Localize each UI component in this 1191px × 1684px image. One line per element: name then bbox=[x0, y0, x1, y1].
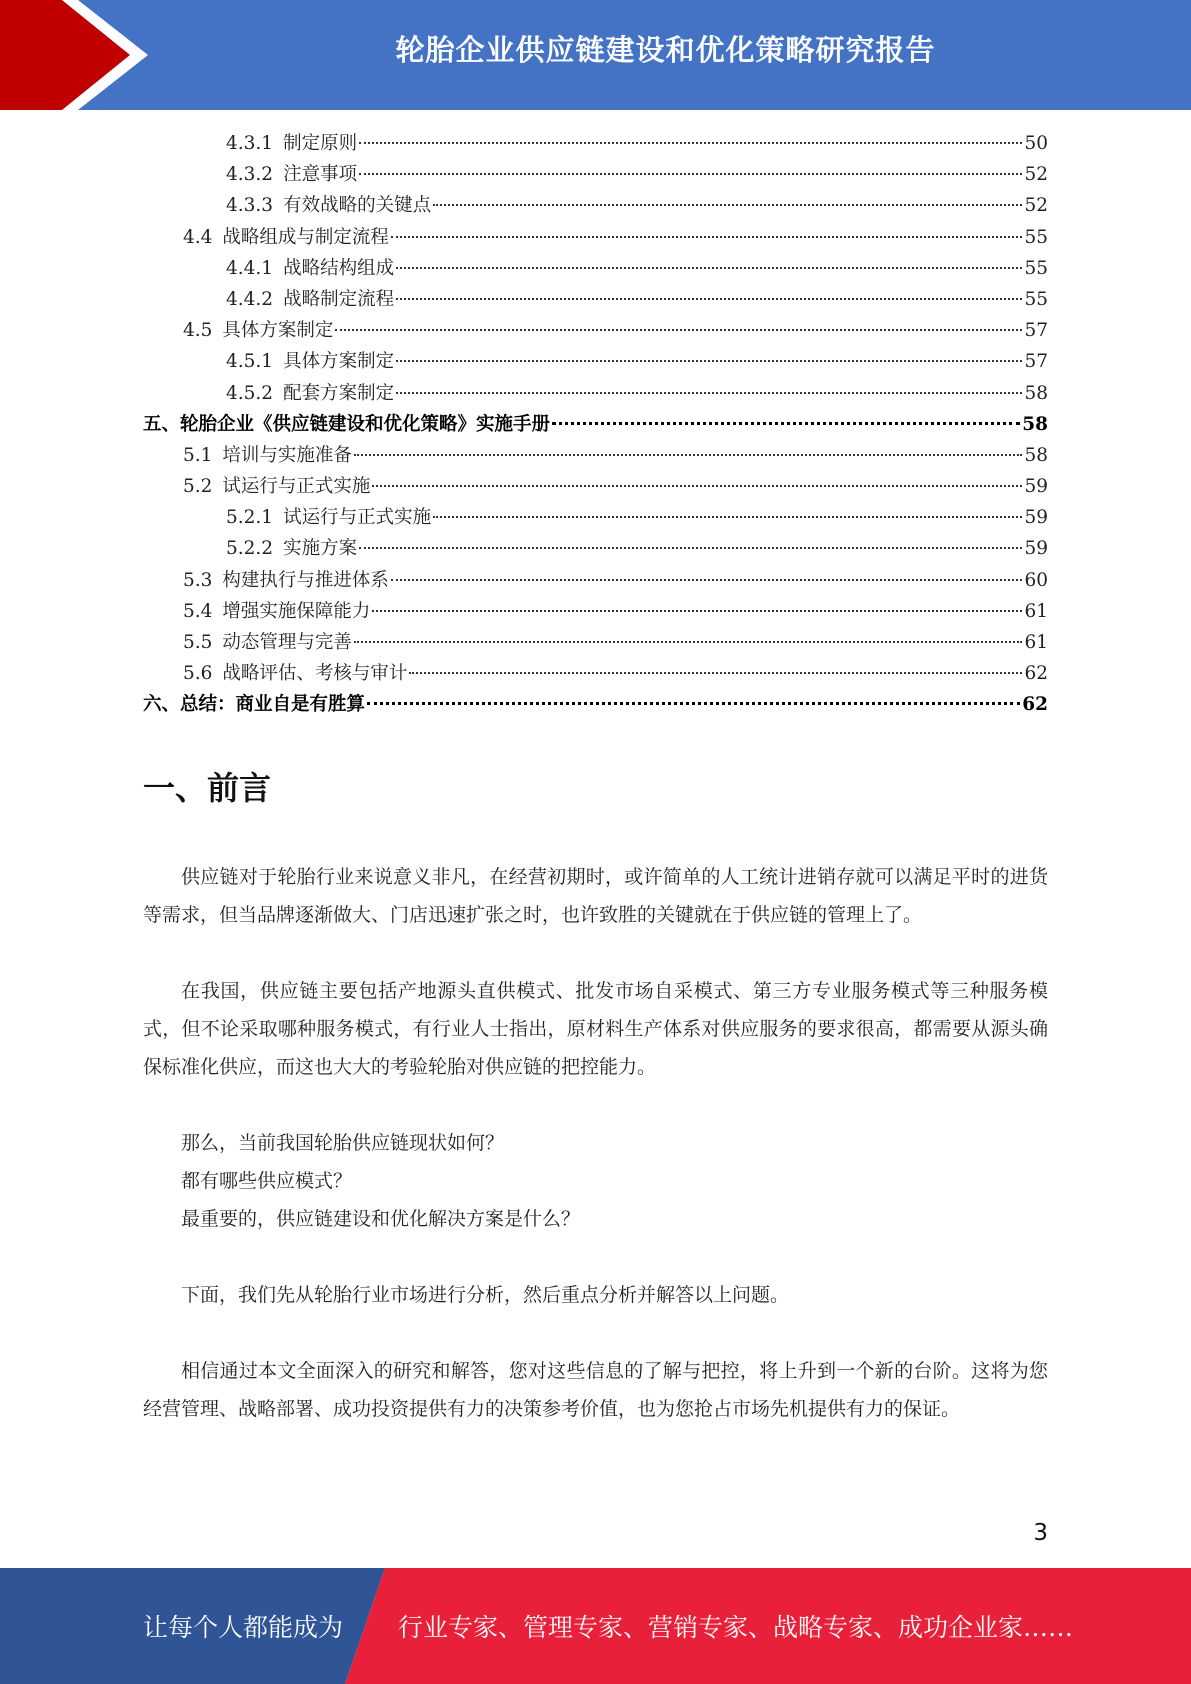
toc-leader-dots bbox=[552, 422, 1020, 425]
toc-leader-dots bbox=[396, 360, 1022, 362]
toc-entry-number: 5.4 bbox=[183, 600, 213, 622]
toc-leader-dots bbox=[372, 610, 1022, 612]
toc-entry-number: 4.3.1 bbox=[226, 133, 274, 154]
toc-entry-page: 61 bbox=[1024, 632, 1048, 653]
toc-entry[interactable] bbox=[143, 222, 1048, 253]
toc-leader-dots bbox=[354, 641, 1023, 643]
toc-entry-title: 试运行与正式实施 bbox=[283, 507, 432, 529]
toc-entry[interactable] bbox=[143, 502, 1048, 533]
paragraph: 相信通过本文全面深入的研究和解答，您对这些信息的了解与把控，将上升到一个新的台阶。这将为您经营管理、战略部署、成功投资提供有力的决策参考价值，也为您抢占市场先机提供有力的保证。 bbox=[143, 1360, 1048, 1420]
toc-entry-title: 培训与实施准备 bbox=[222, 444, 352, 466]
toc-entry-title: 五、轮胎企业《供应链建设和优化策略》实施手册 bbox=[143, 413, 551, 435]
toc-entry[interactable] bbox=[143, 471, 1048, 502]
section-heading: 一、前言 bbox=[143, 769, 272, 807]
toc-entry[interactable] bbox=[143, 128, 1048, 159]
toc-entry[interactable] bbox=[143, 190, 1048, 221]
toc-entry-title: 具体方案制定 bbox=[283, 351, 395, 373]
toc-entry-number: 5.1 bbox=[183, 444, 213, 466]
toc-leader-dots bbox=[354, 454, 1023, 456]
toc-entry-title: 战略组成与制定流程 bbox=[222, 226, 389, 248]
toc-entry-title: 试运行与正式实施 bbox=[222, 476, 371, 498]
footer-slogan-left: 让每个人都能成为 bbox=[143, 1613, 344, 1642]
toc-entry[interactable] bbox=[143, 346, 1048, 377]
toc-entry-page: 58 bbox=[1024, 382, 1048, 404]
toc-entry-page: 59 bbox=[1024, 507, 1048, 529]
toc-leader-dots bbox=[396, 298, 1022, 300]
toc-entry[interactable] bbox=[143, 596, 1048, 627]
toc-entry-title: 制定原则 bbox=[283, 133, 358, 154]
toc-entry-number: 4.5.2 bbox=[226, 382, 274, 404]
toc-entry-number: 5.3 bbox=[183, 569, 213, 591]
toc-entry[interactable] bbox=[143, 378, 1048, 409]
paragraph: 下面，我们先从轮胎行业市场进行分析，然后重点分析并解答以上问题。 bbox=[181, 1284, 790, 1306]
toc-entry-page: 62 bbox=[1024, 663, 1048, 685]
toc-leader-dots bbox=[433, 516, 1022, 518]
toc-entry-number: 5.2.1 bbox=[226, 507, 274, 529]
toc-entry-number: 4.3.2 bbox=[226, 164, 274, 186]
toc-entry-page: 58 bbox=[1024, 444, 1048, 466]
toc-entry-page: 55 bbox=[1024, 226, 1048, 248]
toc-entry-page: 61 bbox=[1024, 600, 1048, 622]
toc-entry[interactable] bbox=[143, 253, 1048, 284]
question-line: 都有哪些供应模式？ bbox=[181, 1170, 353, 1192]
toc-entry[interactable] bbox=[143, 159, 1048, 190]
report-title: 轮胎企业供应链建设和优化策略研究报告 bbox=[395, 33, 936, 67]
toc-entry-page: 55 bbox=[1024, 288, 1048, 310]
toc-entry-number: 4.4.2 bbox=[226, 288, 274, 310]
toc-entry-number: 5.5 bbox=[183, 632, 213, 653]
toc-leader-dots bbox=[433, 204, 1022, 206]
toc-entry-title: 配套方案制定 bbox=[283, 382, 395, 404]
toc-entry-page: 55 bbox=[1024, 257, 1048, 279]
toc-entry-page: 57 bbox=[1024, 320, 1048, 342]
page-footer bbox=[0, 1568, 1191, 1684]
header-arrow-graphic bbox=[0, 0, 200, 110]
toc-entry-number: 5.6 bbox=[183, 663, 213, 685]
toc-entry-title: 增强实施保障能力 bbox=[222, 600, 371, 622]
toc-entry-title: 有效战略的关键点 bbox=[283, 195, 432, 217]
section-content bbox=[143, 858, 1048, 1428]
toc-entry-number: 5.2.2 bbox=[226, 538, 274, 560]
toc-leader-dots bbox=[359, 547, 1022, 549]
toc-entry[interactable] bbox=[143, 440, 1048, 471]
toc-entry-page: 50 bbox=[1024, 133, 1048, 154]
toc-entry-title: 构建执行与推进体系 bbox=[222, 569, 389, 591]
toc-entry[interactable] bbox=[143, 627, 1048, 658]
table-of-contents bbox=[143, 128, 1048, 721]
toc-entry-number: 4.3.3 bbox=[226, 195, 274, 217]
toc-entry[interactable] bbox=[143, 315, 1048, 346]
toc-entry[interactable] bbox=[143, 284, 1048, 315]
toc-entry-number: 4.5 bbox=[183, 320, 213, 342]
toc-entry-title: 战略结构组成 bbox=[283, 257, 395, 279]
toc-entry-page: 52 bbox=[1024, 164, 1048, 186]
toc-leader-dots bbox=[391, 236, 1023, 238]
toc-entry-title: 战略制定流程 bbox=[283, 288, 395, 310]
toc-entry-page: 60 bbox=[1024, 569, 1048, 591]
toc-entry-title: 六、总结：商业自是有胜算 bbox=[143, 694, 366, 716]
toc-entry-title: 注意事项 bbox=[283, 164, 358, 186]
toc-entry-number: 4.5.1 bbox=[226, 351, 274, 373]
toc-leader-dots bbox=[396, 392, 1022, 394]
paragraph: 在我国，供应链主要包括产地源头直供模式、批发市场自采模式、第三方专业服务模式等三种服务模式，但不论采取哪种服务模式，有行业人士指出，原材料生产体系对供应服务的要求很高，都需要从源头确保标准化供应，而这也大大的考验轮胎对供应链的把控能力。 bbox=[143, 980, 1048, 1078]
page-number: 3 bbox=[1033, 1520, 1048, 1546]
toc-entry-title: 具体方案制定 bbox=[222, 320, 334, 342]
toc-entry-page: 57 bbox=[1024, 351, 1048, 373]
toc-leader-dots bbox=[359, 173, 1022, 175]
toc-leader-dots bbox=[372, 485, 1022, 487]
question-line: 最重要的，供应链建设和优化解决方案是什么？ bbox=[181, 1208, 581, 1230]
toc-entry-page: 59 bbox=[1024, 476, 1048, 498]
toc-entry-number: 4.4.1 bbox=[226, 257, 274, 279]
toc-leader-dots bbox=[391, 579, 1023, 581]
toc-entry[interactable] bbox=[143, 689, 1048, 720]
toc-entry-title: 实施方案 bbox=[283, 538, 358, 560]
paragraph: 供应链对于轮胎行业来说意义非凡，在经营初期时，或许简单的人工统计进销存就可以满足平时的进货等需求，但当品牌逐渐做大、门店迅速扩张之时，也许致胜的关键就在于供应链的管理上了。 bbox=[143, 866, 1048, 926]
toc-leader-dots bbox=[396, 267, 1022, 269]
toc-leader-dots bbox=[359, 142, 1022, 144]
toc-entry-page: 52 bbox=[1024, 195, 1048, 217]
toc-entry-title: 战略评估、考核与审计 bbox=[222, 663, 408, 685]
toc-entry-number: 5.2 bbox=[183, 476, 213, 498]
toc-entry-number: 4.4 bbox=[183, 226, 213, 248]
footer-slogan-right: 行业专家、管理专家、营销专家、战略专家、成功企业家…… bbox=[398, 1613, 1074, 1642]
toc-entry[interactable] bbox=[143, 658, 1048, 689]
toc-entry-title: 动态管理与完善 bbox=[222, 632, 352, 653]
toc-entry-page: 62 bbox=[1022, 694, 1048, 716]
toc-leader-dots bbox=[367, 702, 1020, 705]
toc-entry-page: 58 bbox=[1022, 413, 1048, 435]
page-header bbox=[0, 0, 1191, 110]
toc-entry[interactable] bbox=[143, 409, 1048, 440]
question-line: 那么，当前我国轮胎供应链现状如何？ bbox=[181, 1132, 505, 1154]
toc-leader-dots bbox=[409, 672, 1022, 674]
toc-entry-page: 59 bbox=[1024, 538, 1048, 560]
toc-entry[interactable] bbox=[143, 533, 1048, 564]
toc-entry[interactable] bbox=[143, 565, 1048, 596]
toc-leader-dots bbox=[335, 329, 1022, 331]
